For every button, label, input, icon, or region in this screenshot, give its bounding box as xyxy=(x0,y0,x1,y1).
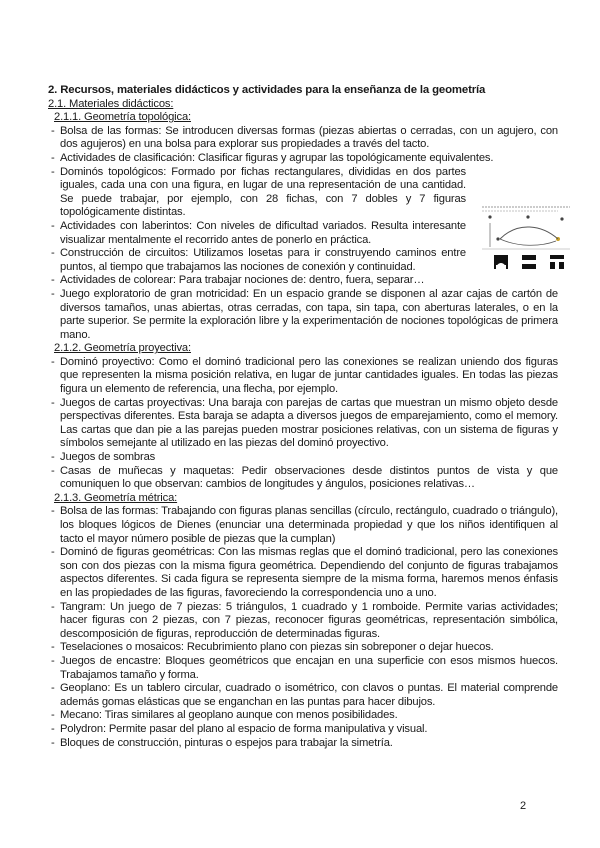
page-heading: 2. Recursos, materiales didácticos y actividades para la enseñanza de la geometría xyxy=(48,84,486,96)
list-item: - Polydron: Permite pasar del plano al espacio de forma manipulativa y visual. xyxy=(48,723,558,737)
list-item: - Dominó proyectivo: Como el dominó tradicional pero las conexiones se realizan uniendo dos figuras que representen la misma posición relativa, en lugar de juntar cantidades iguales. En todas las piezas figura un elemento de referencia, una flecha, por ejemplo. xyxy=(48,356,558,397)
list-item: - Bolsa de las formas: Se introducen diversas formas (piezas abiertas o cerradas, con un agujero, con dos agujeros) en una bolsa para explorar sus propiedades a través del tacto. xyxy=(48,125,558,152)
section-heading: 2.1. Materiales didácticos: xyxy=(48,97,174,110)
list-item: - Actividades de colorear: Para trabajar nociones de: dentro, fuera, separar… xyxy=(48,274,558,288)
list-proyectiva xyxy=(48,356,558,492)
tile-tee-icon xyxy=(550,255,564,269)
tile-arc-icon xyxy=(494,255,508,269)
subsection-title-metrica: 2.1.3. Geometría métrica: xyxy=(54,491,178,504)
subsection-title-proyectiva: 2.1.2. Geometría proyectiva: xyxy=(54,342,191,355)
list-metrica xyxy=(48,505,558,750)
list-item: - Teselaciones o mosaicos: Recubrimiento plano con piezas sin sobreponer o dejar huecos. xyxy=(48,641,558,655)
list-item: - Juegos de sombras xyxy=(48,451,558,465)
list-item: - Juego exploratorio de gran motricidad: En un espacio grande se disponen al azar cajas de cartón de diversos tamaños, unas abiertas, otras cerradas, con tapa, sin tapa, con aberturas laterales, o en la parte superior. Se permite la exploración libre y la experimentación de nociones topológicas de primera mano. xyxy=(48,288,558,342)
list-item: - Mecano: Tiras similares al geoplano aunque con menos posibilidades. xyxy=(48,709,558,723)
list-item: - Construcción de circuitos: Utilizamos losetas para ir construyendo caminos entre puntos, al tiempo que trabajamos las nociones de conexión y continuidad. xyxy=(48,247,558,274)
list-item: - Dominó de figuras geométricas: Con las mismas reglas que el dominó tradicional, pero las conexiones son con dos piezas con la misma figura geométrica. Dependiendo del conjunto de figuras trabajamos aspectos diferentes. Si cada figura se representa siempre de la misma forma, haremos menos énfasis en las propiedades de las figuras, favoreciendo la correspondencia uno a uno. xyxy=(48,546,558,600)
list-item: - Dominós topológicos: Formado por fichas rectangulares, divididas en dos partes iguales, cada una con una figura, en lugar de una representación de una cantidad. Se puede trabajar, por ejemplo, con 28 fichas, con 7 dobles y 7 figuras topológicamente distintas. xyxy=(48,166,558,220)
circuit-tiles-figure xyxy=(478,203,574,273)
page-number: 2 xyxy=(520,800,527,812)
list-item: - Actividades de clasificación: Clasificar figuras y agrupar las topológicamente equivalentes. xyxy=(48,152,558,166)
list-item: - Geoplano: Es un tablero circular, cuadrado o isométrico, con clavos o puntas. El material comprende además gomas elásticas que se enganchan en las puntas para hacer dibujos. xyxy=(48,682,558,709)
list-item: - Juegos de cartas proyectivas: Una baraja con parejas de cartas que muestran un mismo objeto desde perspectivas diferentes. Esta baraja se adapta a diversos juegos de emparejamiento, como el memory. Las cartas que dan pie a las parejas pueden mostrar posiciones relativas, con un sistema de figuras y símbolos semejante al utilizado en las piezas del dominó proyectivo. xyxy=(48,397,558,451)
list-item: - Bolsa de las formas: Trabajando con figuras planas sencillas (círculo, rectángulo, cuadrado o triángulo), los bloques lógicos de Dienes (enunciar una determinada propiedad y que los niños identifiquen al tacto el mayor número posible de piezas que la cumplan) xyxy=(48,505,558,546)
list-item: - Casas de muñecas y maquetas: Pedir observaciones desde distintos puntos de vista y que comuniquen lo que observan: cambios de longitudes y ángulos, posiciones relativas… xyxy=(48,465,558,492)
subsection-title-topologica: 2.1.1. Geometría topológica: xyxy=(54,111,191,124)
list-item: - Tangram: Un juego de 7 piezas: 5 triángulos, 1 cuadrado y 1 romboide. Permite varias actividades; hacer figuras con 2 piezas, con 7 piezas, reconocer figuras geométricas, representación simbólica, descomposición de figuras, reproducción de determinadas figuras. xyxy=(48,601,558,642)
list-item: - Bloques de construcción, pinturas o espejos para trabajar la simetría. xyxy=(48,737,558,751)
list-item: - Juegos de encastre: Bloques geométricos que encajan en una superficie con esos mismos huecos. Trabajamos tamaño y forma. xyxy=(48,655,558,682)
page-content xyxy=(48,84,558,750)
list-item: - Actividades con laberintos: Con niveles de dificultad variados. Resulta interesante visualizar mentalmente el recorrido antes de ponerlo en práctica. xyxy=(48,220,558,247)
tile-straight-icon xyxy=(522,255,536,269)
circuit-diagram-icon xyxy=(478,203,574,273)
